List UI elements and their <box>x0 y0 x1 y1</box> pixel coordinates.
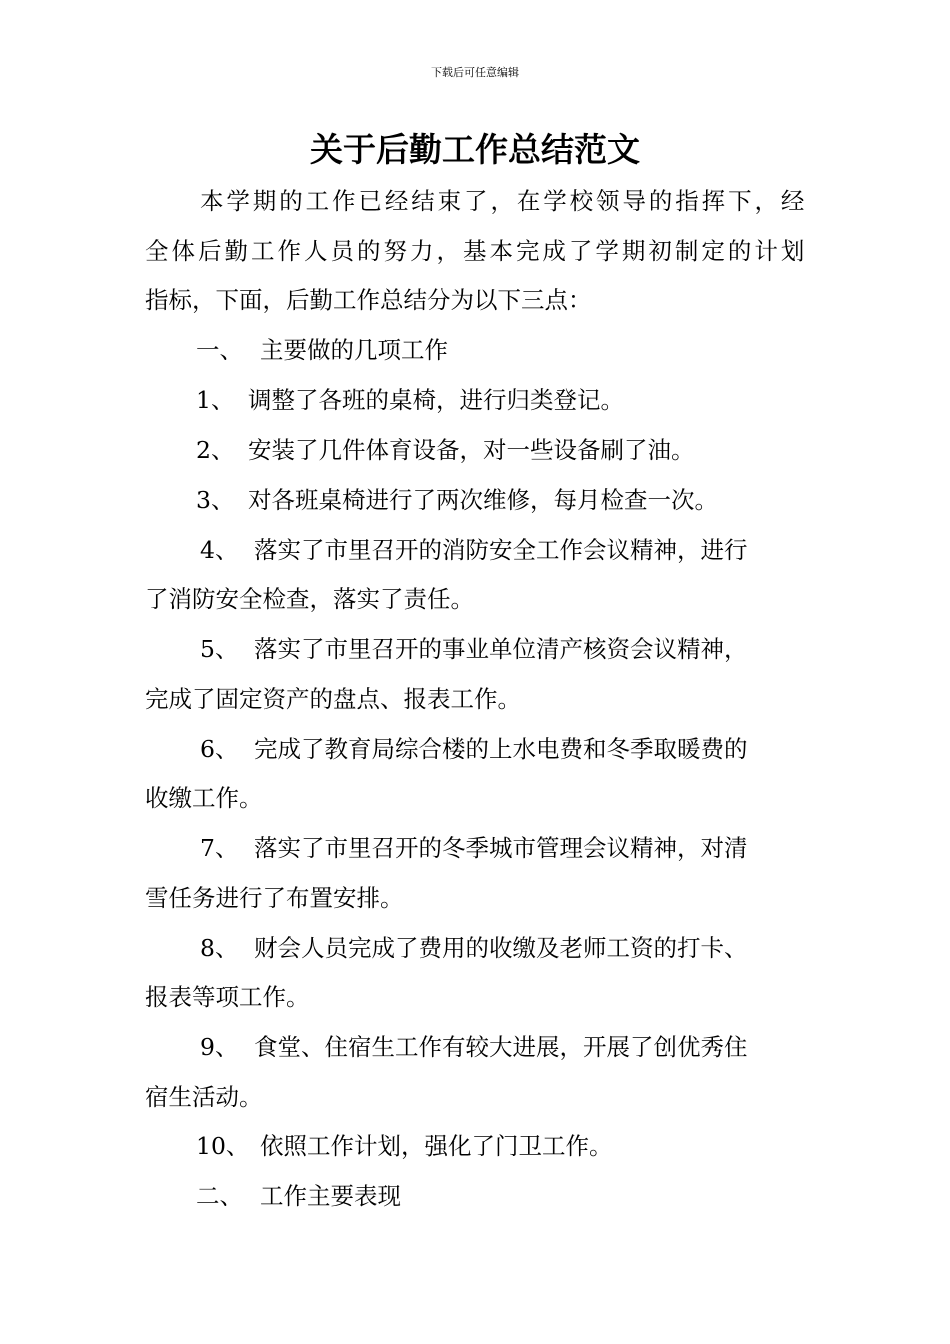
list-item-10 <box>196 1131 866 1161</box>
item-number: 10、 <box>196 1132 250 1160</box>
list-item-8 <box>200 933 870 963</box>
item-number: 9、 <box>200 1033 239 1061</box>
item-number: 7、 <box>200 834 239 862</box>
item-text: 调整了各班的桌椅，进行归类登记。 <box>248 386 624 414</box>
item-number: 2、 <box>196 436 235 464</box>
item-number: 1、 <box>196 386 235 414</box>
document-title: 关于后勤工作总结范文 <box>310 130 640 169</box>
item-number: 6、 <box>200 735 239 763</box>
section-text: 工作主要表现 <box>260 1182 401 1210</box>
list-item-2 <box>196 435 866 465</box>
intro-line-3: 指标，下面，后勤工作总结分为以下三点： <box>145 286 592 314</box>
section-text: 主要做的几项工作 <box>260 336 448 364</box>
item-text: 完成了教育局综合楼的上水电费和冬季取暖费的 <box>254 735 748 763</box>
section-heading-2 <box>196 1181 866 1211</box>
item-text: 财会人员完成了费用的收缴及老师工资的打卡、 <box>254 934 748 962</box>
item-number: 3、 <box>196 486 235 514</box>
list-item-6 <box>200 734 870 764</box>
page-header: 下载后可任意编辑 <box>431 66 519 79</box>
section-number: 一、 <box>196 336 243 364</box>
list-item-5-continuation: 完成了固定资产的盘点、报表工作。 <box>145 685 521 713</box>
item-number: 8、 <box>200 934 239 962</box>
list-item-7 <box>200 833 870 863</box>
list-item-5 <box>200 634 870 664</box>
item-number: 4、 <box>200 536 239 564</box>
list-item-3 <box>196 485 866 515</box>
list-item-4 <box>200 535 870 565</box>
item-text: 落实了市里召开的消防安全工作会议精神，进行 <box>254 536 748 564</box>
section-heading-1 <box>196 335 866 365</box>
section-number: 二、 <box>196 1182 243 1210</box>
list-item-6-continuation: 收缴工作。 <box>145 784 263 812</box>
item-text: 落实了市里召开的事业单位清产核资会议精神， <box>254 635 748 663</box>
item-text: 依照工作计划，强化了门卫工作。 <box>260 1132 613 1160</box>
item-text: 安装了几件体育设备，对一些设备刷了油。 <box>248 436 695 464</box>
list-item-1 <box>196 385 866 415</box>
list-item-7-continuation: 雪任务进行了布置安排。 <box>145 884 404 912</box>
item-text: 落实了市里召开的冬季城市管理会议精神，对清 <box>254 834 748 862</box>
item-number: 5、 <box>200 635 239 663</box>
list-item-4-continuation: 了消防安全检查，落实了责任。 <box>145 585 474 613</box>
item-text: 对各班桌椅进行了两次维修，每月检查一次。 <box>248 486 718 514</box>
item-text: 食堂、住宿生工作有较大进展，开展了创优秀住 <box>254 1033 748 1061</box>
intro-line-2: 全体后勤工作人员的努力，基本完成了学期初制定的计划 <box>145 237 805 265</box>
intro-line-1: 本学期的工作已经结束了，在学校领导的指挥下，经 <box>200 187 805 215</box>
list-item-8-continuation: 报表等项工作。 <box>145 983 310 1011</box>
list-item-9-continuation: 宿生活动。 <box>145 1083 263 1111</box>
list-item-9 <box>200 1032 870 1062</box>
